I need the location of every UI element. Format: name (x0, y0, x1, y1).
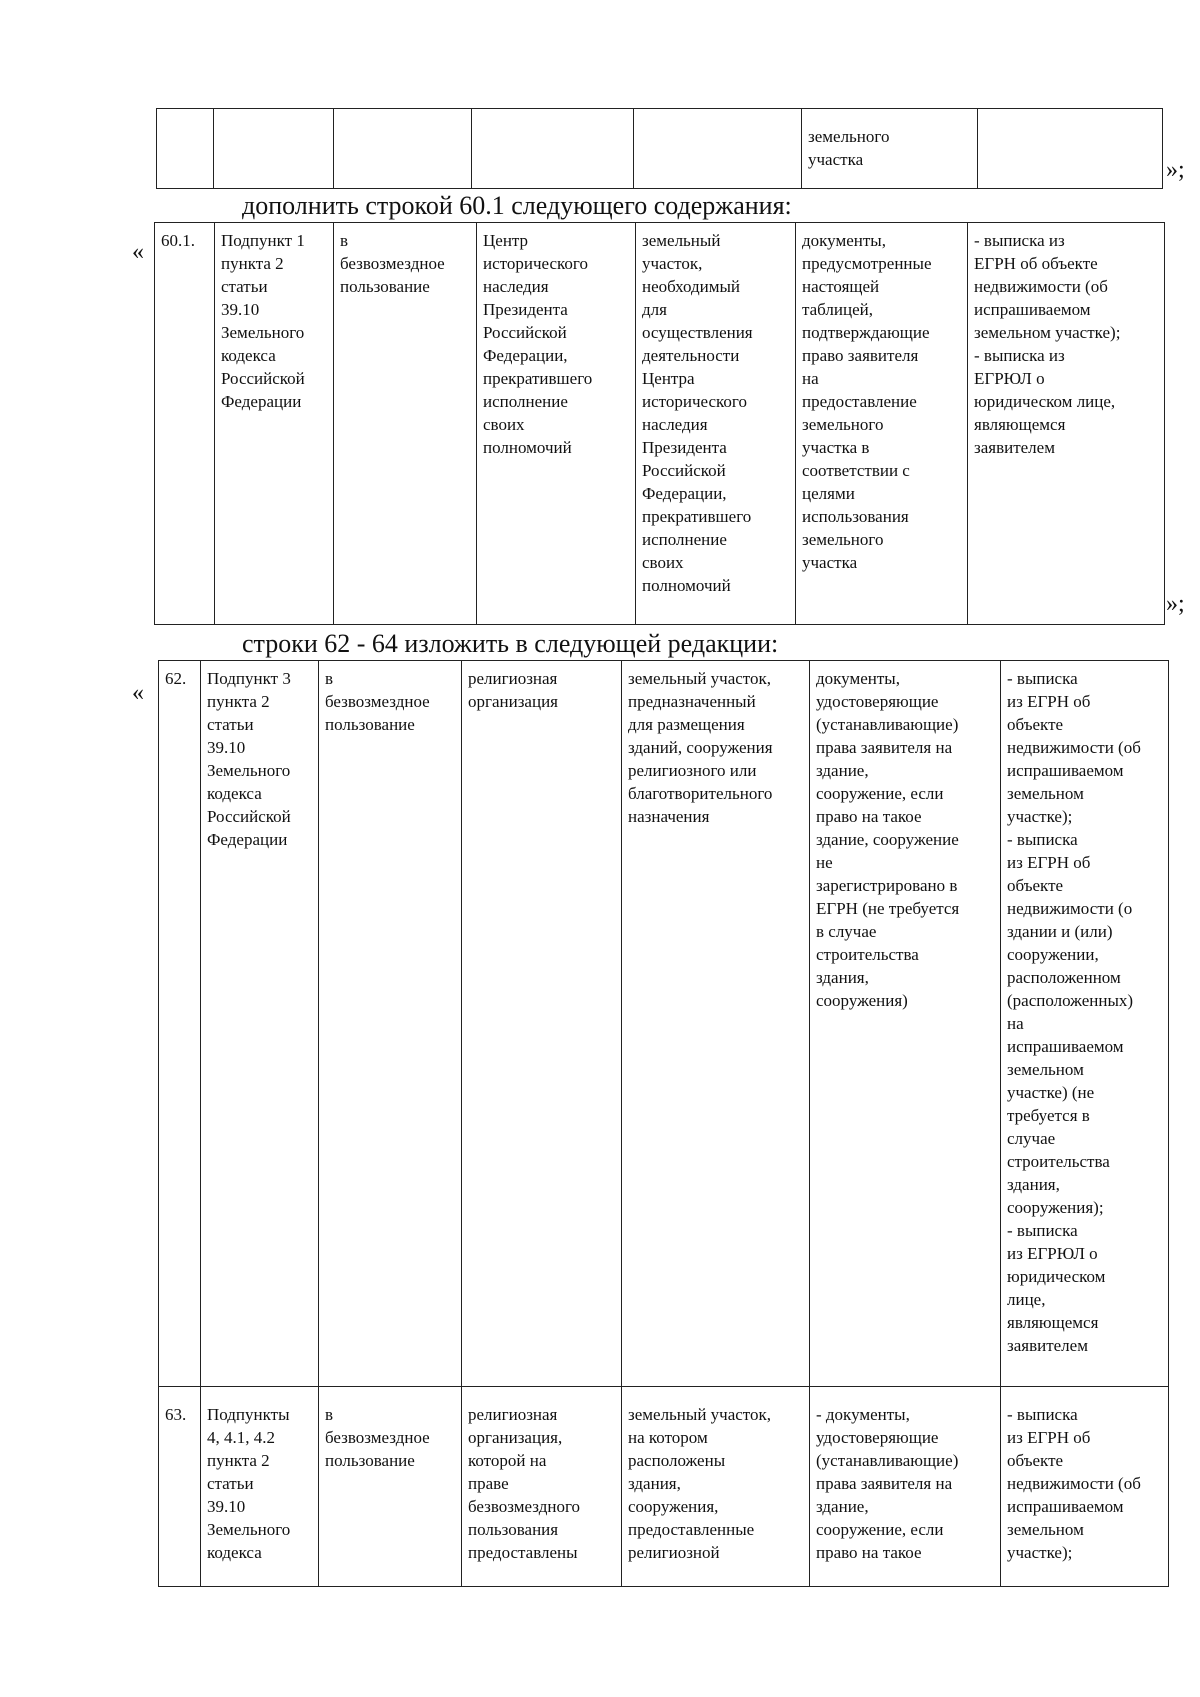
legal-basis: Подпункт 3 пункта 2 статьи 39.10 Земельного кодекса Российской Федерации (201, 661, 319, 1387)
table-cell: земельного участка (802, 109, 978, 189)
table-cell (334, 109, 472, 189)
table-cell (472, 109, 634, 189)
instruction-heading: строки 62 - 64 изложить в следующей редакции: (242, 629, 779, 658)
table-cell (978, 109, 1163, 189)
land-plot: земельный участок, необходимый для осуществления деятельности Центра исторического наследия Президента Российской Федерации, прекратившего исполнение своих полномочий (636, 223, 796, 625)
land-plot: земельный участок, предназначенный для размещения зданий, сооружения религиозного или благотворительного назначения (622, 661, 810, 1387)
registry-extracts: - выписка из ЕГРН об объекте недвижимости (об испрашиваемом земельном участке); (1001, 1387, 1169, 1587)
right-type: в безвозмездное пользование (334, 223, 477, 625)
documents: документы, удостоверяющие (устанавливающие) права заявителя на здание, сооружение, если право на такое здание, сооружение не зарегистрировано в ЕГРН (не требуется в случае строительства здания, сооружения) (810, 661, 1001, 1387)
applicant: религиозная организация, которой на праве безвозмездного пользования предоставлены (462, 1387, 622, 1587)
right-type: в безвозмездное пользование (319, 661, 462, 1387)
applicant: Центр исторического наследия Президента Российской Федерации, прекратившего исполнение своих полномочий (477, 223, 636, 625)
row-number: 62. (159, 661, 201, 1387)
legal-basis: Подпункт 1 пункта 2 статьи 39.10 Земельного кодекса Российской Федерации (215, 223, 334, 625)
opening-quote: « (132, 680, 144, 706)
continuation-table (156, 108, 1163, 189)
opening-quote: « (132, 239, 144, 265)
row-60-1-table (154, 222, 1165, 625)
rows-62-64-table (158, 660, 1169, 1587)
right-type: в безвозмездное пользование (319, 1387, 462, 1587)
table-cell (634, 109, 802, 189)
table-row (155, 223, 1165, 625)
registry-extracts: - выписка из ЕГРН об объекте недвижимости (об испрашиваемом земельном участке); - выписка из ЕГРН об объекте недвижимости (о здании и (или) сооружении, расположенном (расположенных) на испрашиваемом земельном участке) (не требуется в случае строительства здания, сооружения); - выписка из ЕГРЮЛ о юридическом лице, являющемся заявителем (1001, 661, 1169, 1387)
row-number: 63. (159, 1387, 201, 1587)
registry-extracts: - выписка из ЕГРН об объекте недвижимости (об испрашиваемом земельном участке); - выписка из ЕГРЮЛ о юридическом лице, являющемся заявителем (968, 223, 1165, 625)
table-cell (157, 109, 214, 189)
legal-basis: Подпункты 4, 4.1, 4.2 пункта 2 статьи 39.10 Земельного кодекса (201, 1387, 319, 1587)
table-cell (214, 109, 334, 189)
applicant: религиозная организация (462, 661, 622, 1387)
instruction-heading: дополнить строкой 60.1 следующего содержания: (242, 191, 792, 220)
table-row (159, 661, 1169, 1387)
documents: - документы, удостоверяющие (устанавливающие) права заявителя на здание, сооружение, если право на такое (810, 1387, 1001, 1587)
row-number: 60.1. (155, 223, 215, 625)
land-plot: земельный участок, на котором расположены здания, сооружения, предоставленные религиозной (622, 1387, 810, 1587)
closing-quote: »; (1166, 157, 1185, 183)
closing-quote: »; (1166, 591, 1185, 617)
table-row (159, 1387, 1169, 1587)
documents: документы, предусмотренные настоящей таблицей, подтверждающие право заявителя на предоставление земельного участка в соответствии с целями использования земельного участка (796, 223, 968, 625)
